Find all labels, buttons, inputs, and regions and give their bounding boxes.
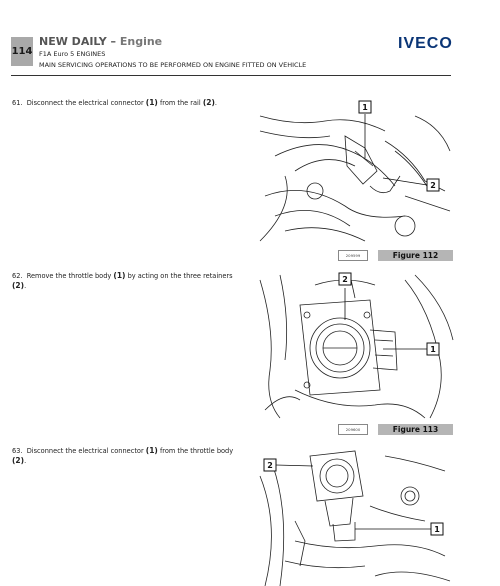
step-text: from the throttle body [157, 447, 234, 455]
step-text: . [24, 457, 27, 465]
callout-1: 1 [434, 525, 440, 534]
page-number: 114 [11, 37, 33, 66]
figure-113 [255, 270, 455, 420]
rail-connector-illustration [255, 96, 455, 246]
throttle-connector-illustration [255, 446, 455, 586]
throttle-body-illustration [255, 270, 455, 420]
step-text: Remove the throttle body [26, 272, 114, 280]
header-divider [11, 75, 451, 76]
document-title [39, 35, 162, 48]
callout-2: 2 [267, 461, 273, 470]
ref-2: (2) [12, 456, 25, 465]
step-number: 61. [12, 99, 23, 107]
step-text: . [24, 282, 27, 290]
title-main: NEW DAILY [39, 35, 107, 48]
engine-subtitle: F1A Euro 5 ENGINES [39, 50, 106, 58]
ref-1: (1) [145, 98, 158, 107]
step-text: from the rail [157, 99, 203, 107]
callout-1: 1 [430, 345, 436, 354]
step-text: Disconnect the electrical connector [26, 447, 146, 455]
figure-code: 209600 [338, 424, 368, 435]
step-63 [12, 446, 244, 466]
step-number: 63. [12, 447, 23, 455]
ref-1: (1) [113, 271, 126, 280]
step-text: Disconnect the electrical connector [26, 99, 146, 107]
figure-112 [255, 96, 455, 246]
step-number: 62. [12, 272, 23, 280]
figure-code: 209599 [338, 250, 368, 261]
step-62 [12, 271, 244, 291]
ref-1: (1) [145, 446, 158, 455]
step-text: by acting on the three retainers [125, 272, 233, 280]
figure-112-caption [338, 250, 453, 260]
section-title: MAIN SERVICING OPERATIONS TO BE PERFORMED ON ENGINE FITTED ON VEHICLE [39, 61, 307, 69]
callout-2: 2 [430, 181, 436, 190]
ref-2: (2) [12, 281, 25, 290]
callout-2: 2 [342, 275, 348, 284]
figure-114 [255, 446, 455, 586]
iveco-logo: IVECO [398, 35, 453, 52]
figure-label: Figure 112 [378, 250, 453, 261]
step-text: . [214, 99, 217, 107]
title-section: Engine [119, 35, 163, 48]
callout-1: 1 [362, 103, 368, 112]
figure-label: Figure 113 [378, 424, 453, 435]
title-dash: – [106, 35, 120, 48]
step-61 [12, 98, 244, 108]
ref-2: (2) [202, 98, 215, 107]
figure-113-caption [338, 424, 453, 434]
